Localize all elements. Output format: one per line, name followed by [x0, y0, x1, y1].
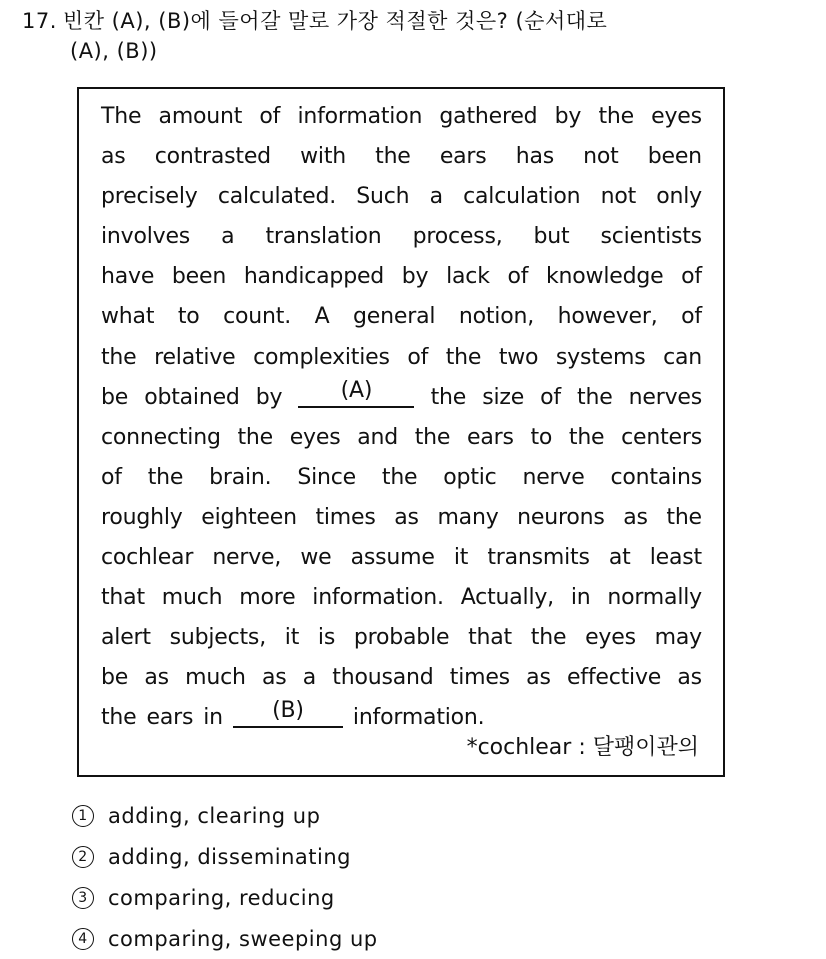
- passage-word: to: [177, 304, 200, 330]
- passage-word: contains: [610, 464, 702, 490]
- passage-word: however,: [557, 304, 658, 330]
- passage-word: much: [185, 665, 246, 691]
- passage-word: that: [101, 585, 145, 611]
- passage-word: scientists: [600, 224, 702, 250]
- blank-a: (A): [298, 378, 414, 408]
- choice-text: adding, clearing up: [108, 803, 321, 828]
- passage-word: assume: [350, 545, 435, 571]
- passage-word: transmits: [487, 545, 590, 571]
- passage-line: [101, 217, 702, 257]
- passage-word: the: [568, 424, 605, 450]
- blank-b: (B): [233, 698, 343, 728]
- passage-word: that: [468, 625, 512, 651]
- passage-word: ears: [146, 705, 194, 731]
- passage-word: with: [300, 144, 346, 170]
- passage-word: we: [300, 545, 332, 571]
- choice-text: comparing, sweeping up: [108, 926, 378, 951]
- passage-word: size: [482, 384, 525, 410]
- passage-word: but: [533, 224, 570, 250]
- passage-word: as: [677, 665, 702, 691]
- passage-word: it: [453, 545, 469, 571]
- passage-word: precisely: [101, 184, 198, 210]
- passage-line: [101, 578, 702, 618]
- passage-word: information.: [312, 585, 444, 611]
- passage-line: [101, 458, 702, 498]
- passage-word: information: [297, 104, 423, 129]
- passage-word: two: [498, 344, 539, 370]
- passage-word: information.: [352, 705, 485, 731]
- question: [22, 6, 812, 66]
- choice-3[interactable]: [72, 877, 378, 918]
- passage-word: of: [681, 264, 702, 290]
- passage-word: systems: [555, 344, 646, 370]
- passage-word: lack: [446, 264, 490, 290]
- choice-2[interactable]: [72, 836, 378, 877]
- passage-word: a: [221, 224, 235, 250]
- passage-word: only: [656, 184, 702, 210]
- passage-word: eyes: [585, 625, 636, 651]
- passage-word: Since: [297, 464, 356, 490]
- passage-word: it: [284, 625, 300, 651]
- passage-word: may: [654, 625, 702, 651]
- question-text: 빈칸 (A), (B)에 들어갈 말로 가장 적절한 것은? (순서대로: [62, 9, 608, 33]
- passage-word: connecting: [101, 424, 221, 450]
- passage-word: by: [401, 264, 429, 290]
- passage-line: [101, 498, 702, 538]
- passage-word: has: [515, 144, 554, 170]
- choice-number-circle: 3: [72, 887, 94, 909]
- passage-word: calculated.: [217, 184, 337, 210]
- passage-word: what: [101, 304, 155, 330]
- passage-word: many: [437, 504, 499, 530]
- passage-word: handicapped: [243, 264, 385, 290]
- passage-text: [101, 97, 702, 739]
- answer-choices: [72, 795, 378, 959]
- passage-word: as: [101, 144, 126, 170]
- passage-word: is: [317, 625, 336, 651]
- passage-word: the: [101, 344, 137, 370]
- passage-word: of: [507, 264, 529, 290]
- passage-line: [101, 257, 702, 297]
- passage-word: by: [554, 104, 582, 129]
- passage-word: as: [623, 504, 648, 530]
- passage-word: ears: [467, 424, 514, 450]
- passage-word: the: [577, 384, 613, 410]
- passage-word: the: [666, 504, 702, 530]
- passage-word: roughly: [101, 504, 183, 530]
- passage-word: of: [101, 464, 122, 490]
- passage-word: as: [261, 665, 287, 691]
- passage-box: [77, 87, 725, 777]
- passage-word: the: [101, 705, 137, 731]
- passage-word: involves: [101, 224, 191, 250]
- passage-word: be: [101, 384, 129, 410]
- passage-line: [101, 297, 702, 337]
- choice-1[interactable]: [72, 795, 378, 836]
- passage-word: eyes: [289, 424, 341, 450]
- passage-word: gathered: [439, 104, 538, 129]
- passage-word: effective: [566, 665, 662, 691]
- passage-word: in: [570, 585, 591, 611]
- passage-word: the: [147, 464, 184, 490]
- passage-line: [101, 658, 702, 698]
- passage-word: complexities: [253, 344, 390, 370]
- passage-word: notion,: [458, 304, 534, 330]
- passage-word: nerve,: [212, 545, 282, 571]
- passage-word: general: [353, 304, 436, 330]
- passage-word: can: [663, 344, 702, 370]
- passage-word: optic: [443, 464, 497, 490]
- passage-word: of: [259, 104, 281, 129]
- passage-word: the: [414, 424, 451, 450]
- footnote: *cochlear : 달팽이관의: [466, 735, 699, 760]
- passage-word: much: [161, 585, 223, 611]
- passage-word: in: [203, 705, 223, 731]
- passage-word: times: [449, 665, 510, 691]
- passage-word: of: [407, 344, 429, 370]
- passage-word: The: [101, 104, 142, 129]
- passage-word: process,: [412, 224, 503, 250]
- passage-word: amount: [158, 104, 243, 129]
- choice-4[interactable]: [72, 918, 378, 959]
- passage-word: been: [171, 264, 227, 290]
- passage-word: to: [530, 424, 553, 450]
- question-line-1: [22, 6, 812, 36]
- question-number: 17.: [22, 9, 57, 33]
- passage-word: ears: [439, 144, 487, 170]
- passage-word: not: [600, 184, 637, 210]
- passage-word: the: [530, 625, 567, 651]
- passage-word: Actually,: [460, 585, 554, 611]
- passage-word: thousand: [332, 665, 434, 691]
- passage-word: not: [583, 144, 619, 170]
- passage-word: contrasted: [154, 144, 271, 170]
- passage-word: alert: [101, 625, 151, 651]
- passage-word: nerves: [628, 384, 702, 410]
- passage-word: a: [302, 665, 317, 691]
- passage-word: relative: [154, 344, 236, 370]
- passage-word: as: [526, 665, 551, 691]
- passage-word: the: [430, 384, 467, 410]
- passage-word: least: [649, 545, 702, 571]
- passage-word: been: [647, 144, 702, 170]
- passage-line: [101, 177, 702, 217]
- passage-word: centers: [621, 424, 702, 450]
- choice-number-circle: 1: [72, 805, 94, 827]
- passage-word: translation: [265, 224, 382, 250]
- passage-word: of: [540, 384, 561, 410]
- passage-word: count.: [223, 304, 291, 330]
- passage-word: the: [237, 424, 273, 450]
- passage-word: normally: [607, 585, 702, 611]
- passage-word: cochlear: [101, 545, 194, 571]
- passage-word: eighteen: [201, 504, 297, 530]
- passage-word: as: [394, 504, 419, 530]
- passage-word: as: [144, 665, 169, 691]
- passage-word: knowledge: [546, 264, 664, 290]
- passage-word: obtained: [144, 384, 240, 410]
- question-text-continued: (A), (B)): [70, 39, 158, 63]
- passage-word: of: [681, 304, 702, 330]
- passage-word: a: [429, 184, 443, 210]
- passage-word: more: [239, 585, 296, 611]
- passage-line: [101, 338, 702, 378]
- passage-word: be: [101, 665, 129, 691]
- passage-word: the: [381, 464, 418, 490]
- passage-word: probable: [353, 625, 450, 651]
- passage-word: by: [255, 384, 283, 410]
- passage-word: neurons: [517, 504, 605, 530]
- passage-word: at: [608, 545, 631, 571]
- passage-word: subjects,: [169, 625, 266, 651]
- passage-line: [101, 137, 702, 177]
- passage-word: A: [314, 304, 330, 330]
- passage-word: calculation: [463, 184, 581, 210]
- passage-word: and: [357, 424, 399, 450]
- passage-word: the: [598, 104, 634, 129]
- passage-word: have: [101, 264, 155, 290]
- passage-line: [101, 618, 702, 658]
- passage-word: the: [375, 144, 411, 170]
- passage-word: nerve: [522, 464, 585, 490]
- passage-word: times: [315, 504, 376, 530]
- passage-line: [101, 97, 702, 137]
- passage-word: the: [445, 344, 482, 370]
- choice-number-circle: 4: [72, 928, 94, 950]
- choice-text: adding, disseminating: [108, 844, 351, 869]
- choice-number-circle: 2: [72, 846, 94, 868]
- passage-word: brain.: [209, 464, 272, 490]
- passage-word: eyes: [651, 104, 702, 129]
- passage-line: [101, 418, 702, 458]
- passage-line: [101, 538, 702, 578]
- choice-text: comparing, reducing: [108, 885, 335, 910]
- passage-word: Such: [356, 184, 410, 210]
- passage-line: [101, 378, 702, 418]
